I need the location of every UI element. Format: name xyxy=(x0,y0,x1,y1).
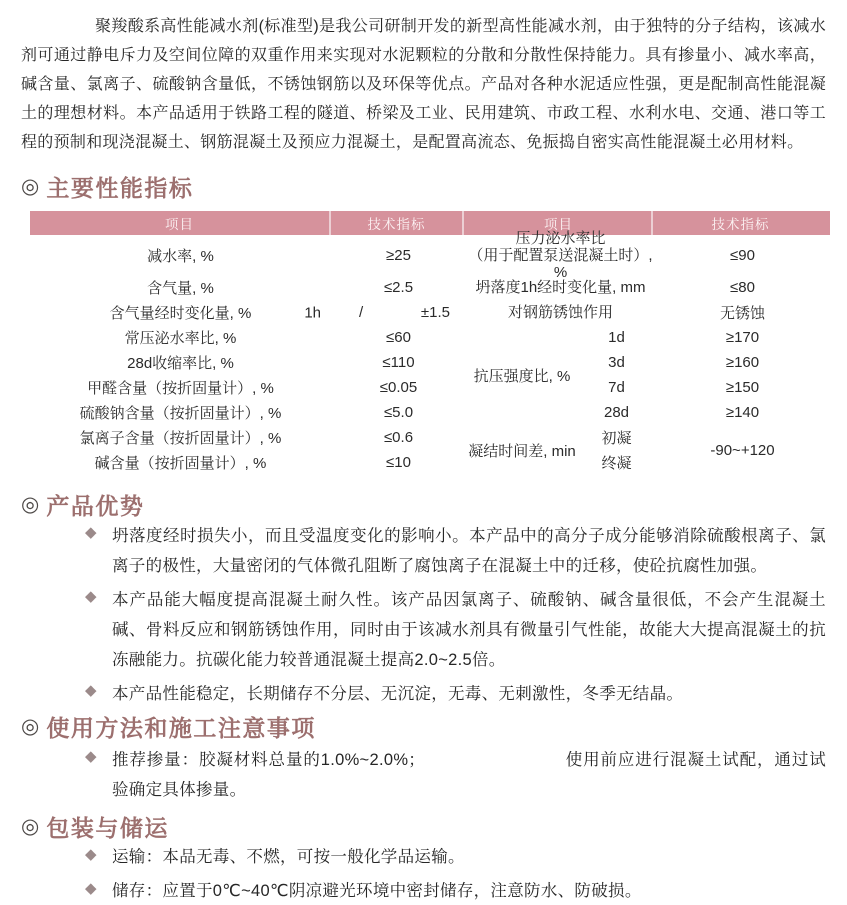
row-label xyxy=(466,230,655,281)
row-label-line: （用于配置泵送混凝土时）, % xyxy=(468,246,653,281)
bullet-item xyxy=(85,521,826,581)
row-value: ≥170 xyxy=(725,329,760,346)
bullet-item xyxy=(85,585,826,675)
table-right-half xyxy=(466,211,830,475)
age-label: 初凝 xyxy=(601,430,632,447)
age-label: 1d xyxy=(608,329,625,346)
section-heading-performance xyxy=(21,171,826,201)
row-label: 含气量, % xyxy=(147,280,214,297)
age-column xyxy=(578,425,655,475)
table-sub-row xyxy=(578,350,830,375)
column-header-item: 项目 xyxy=(30,211,331,235)
bullet-text-part: 使用前应进行混凝土试配，通过试验确定具体掺量。 xyxy=(112,751,827,799)
row-label: 碱含量（按折固量计）, % xyxy=(94,455,267,472)
diamond-bullet-icon: ◆ xyxy=(85,846,97,863)
row-label-line: 压力泌水率比 xyxy=(515,229,606,247)
circle-marker-icon: ◎ xyxy=(21,814,40,838)
row-label: 减水率, % xyxy=(147,247,214,265)
circle-marker-icon: ◎ xyxy=(21,174,40,198)
bullet-item xyxy=(85,843,826,871)
row-value: ≤80 xyxy=(730,279,755,296)
table-row xyxy=(30,350,466,375)
column-header-item: 项目 xyxy=(466,211,653,235)
age-label: 终凝 xyxy=(601,455,632,472)
table-group-row xyxy=(466,325,830,425)
bullet-text: 本产品性能稳定，长期储存不分层、无沉淀，无毒、无刺激性，冬季无结晶。 xyxy=(112,685,684,703)
row-time-sublabel: 1h xyxy=(304,304,321,321)
table-row xyxy=(30,400,466,425)
bullet-text: 储存：应置于0℃~40℃阴凉避光环境中密封储存，注意防水、防破损。 xyxy=(112,882,642,900)
section-heading-usage xyxy=(21,711,826,741)
table-row xyxy=(30,375,466,400)
group-label: 凝结时间差, min xyxy=(468,442,576,460)
diamond-bullet-icon: ◆ xyxy=(85,748,97,765)
bullet-item xyxy=(85,745,826,805)
row-value: ≤2.5 xyxy=(383,279,414,296)
group-items xyxy=(578,325,830,425)
row-value: ≥150 xyxy=(725,379,760,396)
section-usage xyxy=(21,711,826,805)
section-packaging xyxy=(21,811,826,905)
diamond-bullet-icon: ◆ xyxy=(85,524,97,541)
row-value: ≤90 xyxy=(730,246,755,264)
row-value: ≥25 xyxy=(386,246,411,264)
row-label xyxy=(466,304,655,321)
row-label: 甲醛含量（按折固量计）, % xyxy=(87,380,274,397)
row-value: ≤0.05 xyxy=(379,379,418,396)
table-left-half xyxy=(30,211,466,475)
table-row xyxy=(466,229,830,281)
table-row xyxy=(30,325,466,350)
performance-table xyxy=(30,211,830,475)
bullet-text: 坍落度经时损失小，而且受温度变化的影响小。本产品中的高分子成分能够消除硫酸根离子、氯离子的极性，大量密闭的气体微孔阻断了腐蚀离子在混凝土中的迁移，使砼抗腐性加强。 xyxy=(112,527,826,575)
table-row xyxy=(466,275,830,300)
table-row xyxy=(466,300,830,325)
row-value-part: ±1.5 xyxy=(420,304,450,321)
age-label: 3d xyxy=(608,354,625,371)
table-left-body xyxy=(30,235,466,475)
table-sub-row xyxy=(578,375,830,400)
table-right-body xyxy=(466,229,830,475)
row-label: 常压泌水率比, % xyxy=(124,330,237,347)
bullet-text: 运输：本品无毒、不燃，可按一般化学品运输。 xyxy=(112,848,465,866)
row-value: ≤60 xyxy=(386,329,411,346)
section-title: 包装与储运 xyxy=(46,814,169,841)
row-value: ≤0.6 xyxy=(383,429,414,446)
table-sub-row xyxy=(578,400,830,425)
section-heading-packaging xyxy=(21,811,826,841)
usage-bullet-list xyxy=(21,745,826,805)
row-label-line: 坍落度1h经时变化量, mm xyxy=(475,279,646,296)
row-value: ≥140 xyxy=(725,404,760,421)
table-sub-row xyxy=(578,325,830,350)
bullet-text: 本产品能大幅度提高混凝土耐久性。该产品因氯离子、硫酸钠、碱含量很低，不会产生混凝土碱、骨料反应和钢筋锈蚀作用，同时由于该减水剂具有微量引气性能，故能大大提高混凝土的抗冻融能力。抗碳化能力较普通混凝土提高2.0~2.5倍。 xyxy=(112,591,826,669)
section-heading-advantages xyxy=(21,489,826,519)
packaging-bullet-list xyxy=(21,843,826,905)
table-group-row xyxy=(466,425,830,475)
circle-marker-icon: ◎ xyxy=(21,714,40,738)
section-advantages xyxy=(21,489,826,709)
advantages-bullet-list xyxy=(21,521,826,709)
intro-paragraph: 聚羧酸系高性能减水剂(标准型)是我公司研制开发的新型高性能减水剂，由于独特的分子结构，该减水剂可通过静电斥力及空间位障的双重作用来实现对水泥颗粒的分散和分散性保持能力。具有掺量小、减水率高，碱含量、氯离子、硫酸钠含量低，不锈蚀钢筋以及环保等优点。产品对各种水泥适应性强，更是配制高性能混凝土的理想材料。本产品适用于铁路工程的隧道、桥梁及工业、民用建筑、市政工程、水利水电、交通、港口等工程的预制和现浇混凝土、钢筋混凝土及预应力混凝土，是配置高流态、免振捣自密实高性能混凝土必用材料。 xyxy=(21,18,826,151)
row-value xyxy=(331,304,466,321)
row-value: ≤5.0 xyxy=(383,404,414,421)
diamond-bullet-icon: ◆ xyxy=(85,588,97,605)
bullet-item xyxy=(85,877,826,905)
table-row xyxy=(30,275,466,300)
group-label: 抗压强度比, % xyxy=(473,367,571,385)
bullet-text-part: 推荐掺量：胶凝材料总量的1.0%~2.0%； xyxy=(112,751,426,769)
section-title: 使用方法和施工注意事项 xyxy=(46,714,316,741)
row-label-line: 对钢筋锈蚀作用 xyxy=(507,304,613,321)
section-performance xyxy=(21,171,826,475)
column-header-spec: 技术指标 xyxy=(331,211,464,235)
bullet-item xyxy=(85,679,826,709)
row-value: ≥160 xyxy=(725,354,760,371)
row-label: 28d收缩率比, % xyxy=(127,355,234,372)
diamond-bullet-icon: ◆ xyxy=(85,682,97,699)
table-row xyxy=(30,300,466,325)
row-value: ≤10 xyxy=(386,454,411,471)
row-value-part: / xyxy=(359,304,364,321)
row-label: 氯离子含量（按折固量计）, % xyxy=(79,430,282,447)
column-header-spec: 技术指标 xyxy=(711,217,770,232)
row-label: 硫酸钠含量（按折固量计）, % xyxy=(79,405,282,422)
row-label xyxy=(466,279,655,296)
diamond-bullet-icon: ◆ xyxy=(85,880,97,897)
table-header-row xyxy=(30,211,466,235)
row-label: 含气量经时变化量, % 1h xyxy=(109,304,321,322)
row-value: -90~+120 xyxy=(710,441,775,459)
table-row xyxy=(30,450,466,475)
circle-marker-icon: ◎ xyxy=(21,492,40,516)
age-label: 28d xyxy=(603,404,630,421)
table-row xyxy=(30,425,466,450)
row-value: ≤110 xyxy=(382,354,415,371)
section-title: 产品优势 xyxy=(46,492,145,519)
section-title: 主要性能指标 xyxy=(46,174,194,201)
bullet-text xyxy=(112,745,826,805)
table-row xyxy=(30,235,466,275)
age-label: 7d xyxy=(608,379,625,396)
row-value: 无锈蚀 xyxy=(719,305,765,322)
